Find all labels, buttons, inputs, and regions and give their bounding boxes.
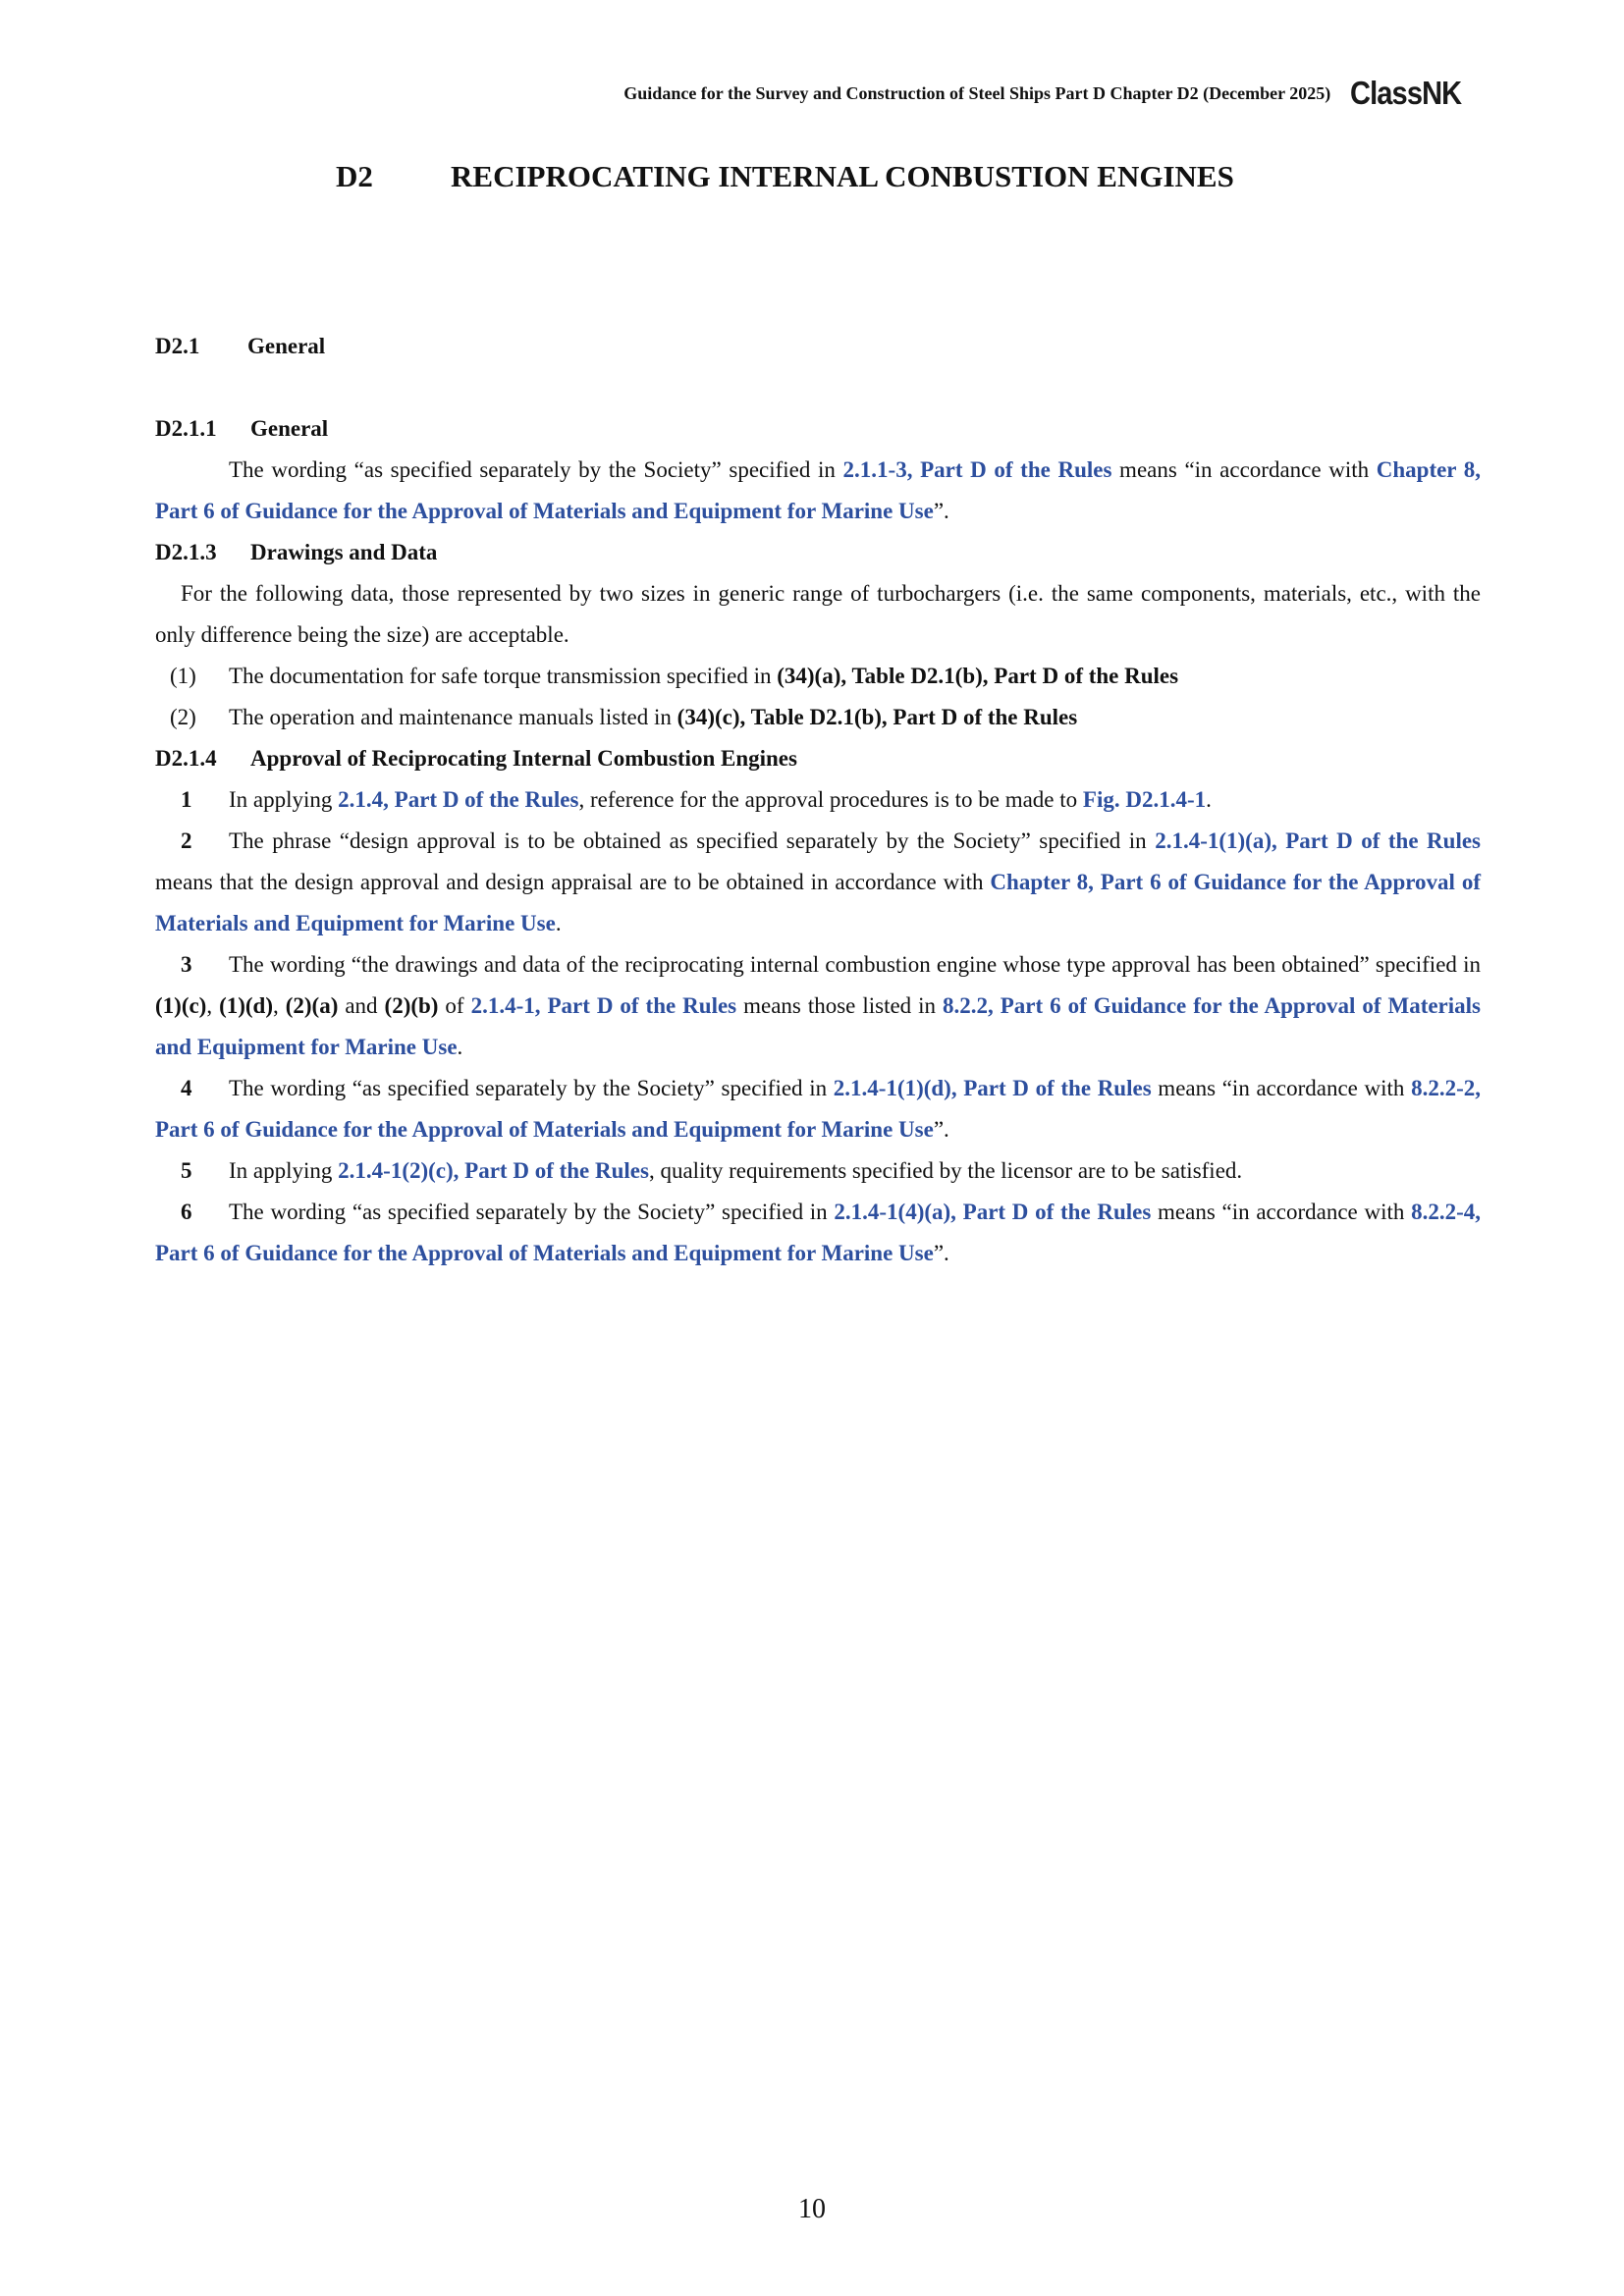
subsection-number: D2.1.4 [155,746,217,771]
subsection-heading-d2-1-4 [130,738,1481,779]
paragraph-d2-1-1 [155,450,1481,532]
subsection-title: Approval of Reciprocating Internal Combustion Engines [250,746,797,771]
chapter-title [336,159,1234,194]
numbered-paragraph-2 [155,821,1481,944]
guidance-link[interactable]: Chapter 8, Part 6 of Guidance for the Approval of Materials and Equipment for Marine Use [155,457,1481,523]
text-run: . [1206,787,1212,812]
text-run: , [206,993,220,1018]
list-item-reference: (34)(c), Table D2.1(b), Part D of the Rules [677,705,1078,729]
item-reference: (1)(d) [219,993,274,1018]
rule-link[interactable]: 2.1.4-1(1)(a), Part D of the Rules [1155,828,1482,853]
text-run: In applying [229,787,339,812]
classnk-logo: ClassNK [1350,75,1462,111]
guidance-link[interactable]: 8.2.2-2, Part 6 of Guidance for the Approval of Materials and Equipment for Marine Use [155,1076,1481,1142]
numbered-paragraph-1 [155,779,1481,821]
item-reference: (2)(a) [285,993,339,1018]
paragraph-number: 1 [181,787,192,812]
list-item-text: The documentation for safe torque transmission specified in [229,664,778,688]
text-run: means “in accordance with [1151,1200,1412,1224]
text-run: The wording “as specified separately by the Society” specified in [229,1200,835,1224]
section-number: D2.1 [155,334,200,358]
subsection-number: D2.1.3 [155,540,217,564]
figure-link[interactable]: Fig. D2.1.4-1 [1082,787,1207,812]
text-run: ”. [933,499,949,523]
list-item-text: The operation and maintenance manuals listed in [229,705,677,729]
text-run: . [457,1035,463,1059]
guidance-link[interactable]: Chapter 8, Part 6 of Guidance for the Approval of Materials and Equipment for Marine Use [155,870,1481,935]
subsection-title: Drawings and Data [250,540,438,564]
running-title: Guidance for the Survey and Construction of Steel Ships Part D Chapter D2 (December 2025) [623,82,1331,103]
text-run: In applying [229,1158,339,1183]
text-run: means “in accordance with [1111,457,1377,482]
paragraph-number: 6 [181,1200,192,1224]
list-item-label: (2) [170,705,196,729]
rule-link[interactable]: 2.1.4-1(4)(a), Part D of the Rules [834,1200,1152,1224]
text-run: The wording “the drawings and data of the reciprocating internal combustion engine whose type approval has been obtained” specified in [229,952,1481,977]
rule-link[interactable]: 2.1.4-1(1)(d), Part D of the Rules [833,1076,1152,1100]
paragraph-number: 4 [181,1076,192,1100]
text-run: The phrase “design approval is to be obtained as specified separately by the Society” specified in [229,828,1156,853]
guidance-link[interactable]: 8.2.2, Part 6 of Guidance for the Approval of Materials and Equipment for Marine Use [155,993,1481,1059]
rule-link[interactable]: 2.1.4, Part D of the Rules [338,787,579,812]
text-run: means those listed in [736,993,943,1018]
rule-link[interactable]: 2.1.1-3, Part D of the Rules [842,457,1112,482]
text-run: means that the design approval and design appraisal are to be obtained in accordance with [155,870,991,894]
list-item [155,697,1481,738]
subsection-heading-d2-1-3 [130,532,1481,573]
page-header [623,75,1477,112]
numbered-paragraph-6 [155,1192,1481,1274]
text-run: and [338,993,385,1018]
text-run: , [273,993,286,1018]
section-title: General [247,334,326,358]
chapter-name: RECIPROCATING INTERNAL CONBUSTION ENGINES [451,159,1234,193]
subsection-number: D2.1.1 [155,416,217,441]
rule-link[interactable]: 2.1.4-1(2)(c), Part D of the Rules [338,1158,649,1183]
numbered-paragraph-3 [155,944,1481,1068]
section-heading-d2-1 [155,326,1481,367]
document-body [155,326,1481,1274]
text-run: ”. [933,1117,949,1142]
list-item-reference: (34)(a), Table D2.1(b), Part D of the Rules [777,664,1179,688]
numbered-paragraph-5 [155,1150,1481,1192]
paragraph-d2-1-3-intro: For the following data, those represented by two sizes in generic range of turbochargers (i.e. the same components, materials, etc., with the only difference being the size) are acceptable. [155,581,1481,647]
text-run: ”. [933,1241,949,1265]
paragraph-number: 2 [181,828,192,853]
chapter-number: D2 [336,159,373,193]
list-item-label: (1) [170,664,196,688]
text-run: The wording “as specified separately by the Society” specified in [229,457,843,482]
page-number: 10 [798,2194,826,2224]
text-run: means “in accordance with [1151,1076,1412,1100]
subsection-heading-d2-1-1 [130,408,1481,450]
numbered-paragraph-4 [155,1068,1481,1150]
text-run: , quality requirements specified by the licensor are to be satisfied. [648,1158,1243,1183]
text-run: of [438,993,471,1018]
rule-link[interactable]: 2.1.4-1, Part D of the Rules [470,993,737,1018]
guidance-link[interactable]: 8.2.2-4, Part 6 of Guidance for the Approval of Materials and Equipment for Marine Use [155,1200,1481,1265]
text-run: . [555,911,562,935]
paragraph-number: 3 [181,952,192,977]
list-item [155,656,1481,697]
text-run: , reference for the approval procedures is to be made to [578,787,1083,812]
paragraph-number: 5 [181,1158,192,1183]
subsection-title: General [250,416,329,441]
text-run: The wording “as specified separately by the Society” specified in [229,1076,834,1100]
item-reference: (1)(c) [155,993,207,1018]
item-reference: (2)(b) [384,993,439,1018]
